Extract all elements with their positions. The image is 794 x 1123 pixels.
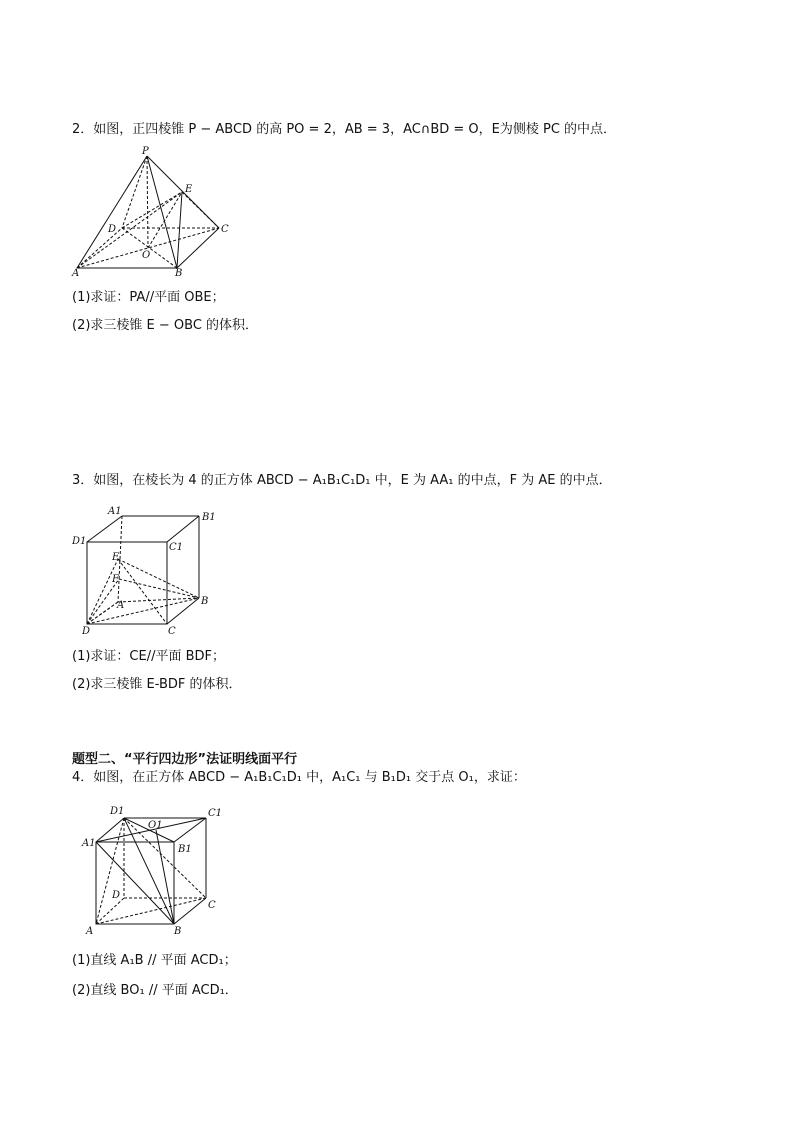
problem-2-part-1: (1)求证：PA//平面 OBE； — [72, 290, 225, 305]
problem-3-statement: 3．如图，在棱长为 4 的正方体 ABCD − A₁B₁C₁D₁ 中，E 为 AA₁ 的中点，F 为 AE 的中点． — [72, 473, 612, 488]
problem-2-statement: 2．如图，正四棱锥 P − ABCD 的高 PO = 2，AB = 3，AC∩BD = O，E为侧棱 PC 的中点． — [72, 122, 617, 137]
label-E: E — [185, 184, 193, 195]
label-C1: C1 — [208, 808, 223, 819]
problem-2-pyramid-figure — [70, 148, 240, 278]
label-A: A — [72, 268, 80, 279]
label-B: B — [174, 926, 182, 937]
label-C: C — [208, 900, 216, 911]
problem-2-part-2: (2)求三棱锥 E − OBC 的体积． — [72, 318, 259, 333]
label-P: P — [142, 146, 149, 157]
label-C1: C1 — [169, 542, 184, 553]
label-D: D — [82, 626, 91, 637]
label-A1: A1 — [82, 838, 96, 849]
label-B: B — [175, 268, 183, 279]
problem-3-cube-figure — [72, 504, 222, 637]
problem-3-part-1: (1)求证：CE//平面 BDF； — [72, 649, 226, 664]
label-E: E — [112, 552, 120, 563]
label-A: A — [86, 926, 94, 937]
label-A1: A1 — [108, 506, 122, 517]
label-D: D — [112, 890, 121, 901]
label-D1: D1 — [72, 536, 87, 547]
label-B1: B1 — [202, 512, 216, 523]
problem-4-cube-figure — [78, 800, 228, 935]
label-C: C — [221, 224, 229, 235]
label-A: A — [117, 600, 125, 611]
problem-4-part-2: (2)直线 BO₁ // 平面 ACD₁． — [72, 983, 238, 998]
label-B1: B1 — [178, 844, 192, 855]
label-O1: O1 — [148, 820, 163, 831]
label-O: O — [142, 250, 151, 261]
section-title: 题型二、“平行四边形”法证明线面平行 — [72, 752, 298, 767]
label-F: F — [112, 574, 119, 585]
problem-3-part-2: (2)求三棱锥 E-BDF 的体积． — [72, 677, 242, 692]
label-B: B — [201, 596, 209, 607]
label-D: D — [108, 224, 117, 235]
label-D1: D1 — [110, 806, 125, 817]
problem-4-statement: 4．如图，在正方体 ABCD − A₁B₁C₁D₁ 中，A₁C₁ 与 B₁D₁ 交于点 O₁，求证： — [72, 770, 526, 785]
problem-4-part-1: (1)直线 A₁B // 平面 ACD₁； — [72, 953, 237, 968]
label-C: C — [168, 626, 176, 637]
